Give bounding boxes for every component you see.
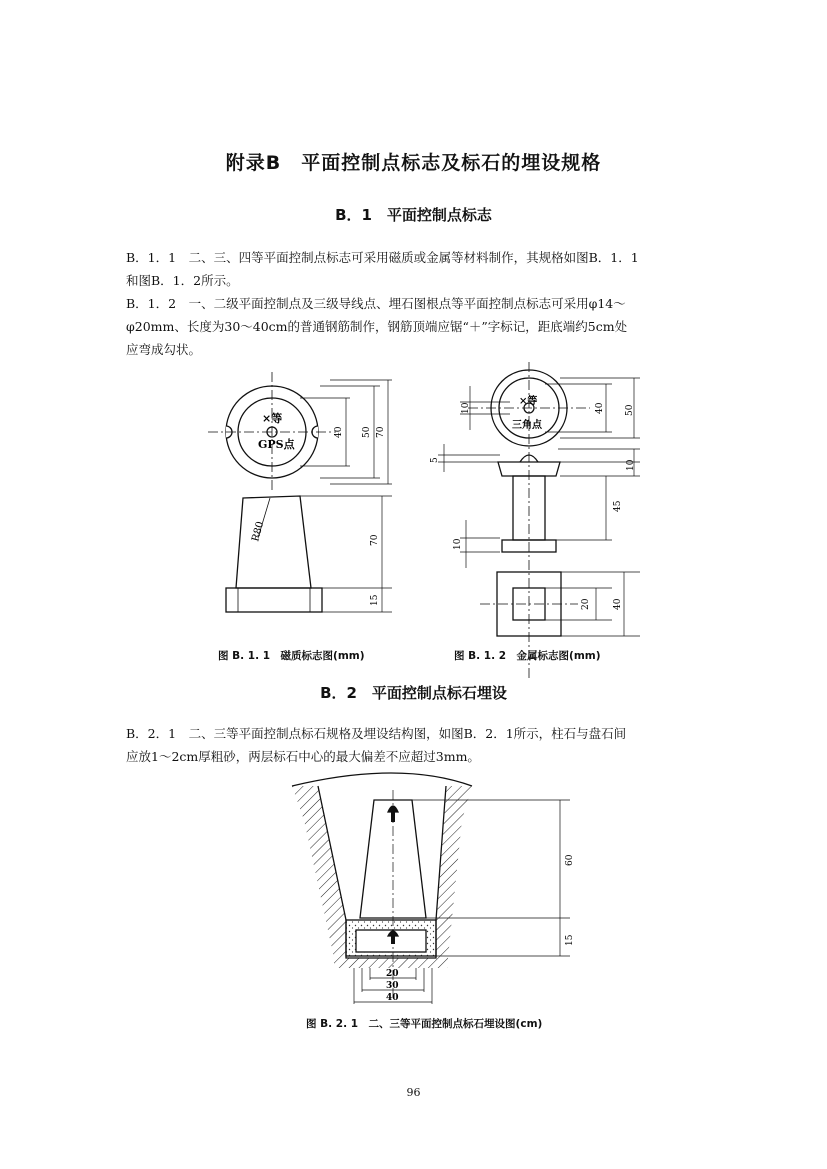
fig1-gps-label: GPS点 [258, 438, 295, 451]
fig1-dim-40: 40 [334, 426, 344, 438]
fig1-mark-label: ×等 [262, 412, 283, 425]
fig1-dim-15: 15 [370, 594, 380, 606]
figure-b11-caption: 图 B. 1. 1 磁质标志图(mm) [218, 650, 365, 662]
page-title: 附录B 平面控制点标志及标石的埋设规格 [225, 152, 602, 174]
fig2-mark-label: ×等 [519, 396, 538, 407]
fig2-dim-45: 45 [613, 500, 623, 512]
fig2-dim-40b: 40 [613, 598, 623, 610]
fig2-dim-10: 10 [461, 402, 471, 414]
fig3-dim-20: 20 [386, 969, 399, 979]
figure-b11-drawing [208, 372, 392, 612]
fig2-dim-10c: 10 [453, 538, 463, 550]
section-heading-b1: B．1 平面控制点标志 [335, 206, 492, 224]
fig1-dim-50: 50 [362, 426, 372, 438]
fig1-dim-70: 70 [376, 426, 386, 438]
fig3-dim-60: 60 [565, 854, 575, 866]
paragraph-line: 应弯成勾状。 [126, 342, 202, 357]
section-heading-b2: B．2 平面控制点标石埋设 [320, 684, 507, 702]
fig3-dim-15: 15 [565, 934, 575, 946]
fig2-dim-50: 50 [625, 404, 635, 416]
paragraph-b21 [126, 722, 702, 768]
fig2-tri-label: 三角点 [512, 420, 542, 431]
fig2-dim-10b: 10 [626, 459, 636, 471]
paragraph-line: φ20mm、长度为30～40cm的普通钢筋制作，钢筋顶端应锯“＋”字标记，距底端约5cm处 [126, 319, 628, 334]
fig2-dim-5: 5 [430, 457, 440, 463]
fig2-dim-20: 20 [581, 598, 591, 610]
page-number: 96 [406, 1086, 421, 1099]
paragraph-line: B．1．2 一、二级平面控制点及三级导线点、埋石图根点等平面控制点标志可采用φ14～ [126, 296, 626, 311]
fig3-dim-40: 40 [386, 993, 399, 1003]
fig1-radius-label: R80 [250, 520, 267, 543]
figure-b21-drawing [292, 773, 570, 1004]
paragraph-line: 应放1～2cm厚粗砂，两层标石中心的最大偏差不应超过3mm。 [126, 749, 480, 764]
paragraph-line: B．1．1 二、三、四等平面控制点标志可采用磁质或金属等材料制作，其规格如图B．1．1 [126, 250, 639, 265]
figure-b21-caption: 图 B. 2. 1 二、三等平面控制点标石埋设图(cm) [306, 1018, 543, 1030]
fig1-dim-70b: 70 [370, 534, 380, 546]
figure-b12-caption: 图 B. 1. 2 金属标志图(mm) [454, 650, 601, 662]
paragraph-line: 和图B．1．2所示。 [126, 273, 239, 288]
fig3-dim-30: 30 [386, 981, 399, 991]
paragraph-line: B．2．1 二、三等平面控制点标石规格及埋设结构图，如图B．2．1所示，柱石与盘石间 [126, 726, 627, 741]
fig2-dim-40: 40 [595, 402, 605, 414]
